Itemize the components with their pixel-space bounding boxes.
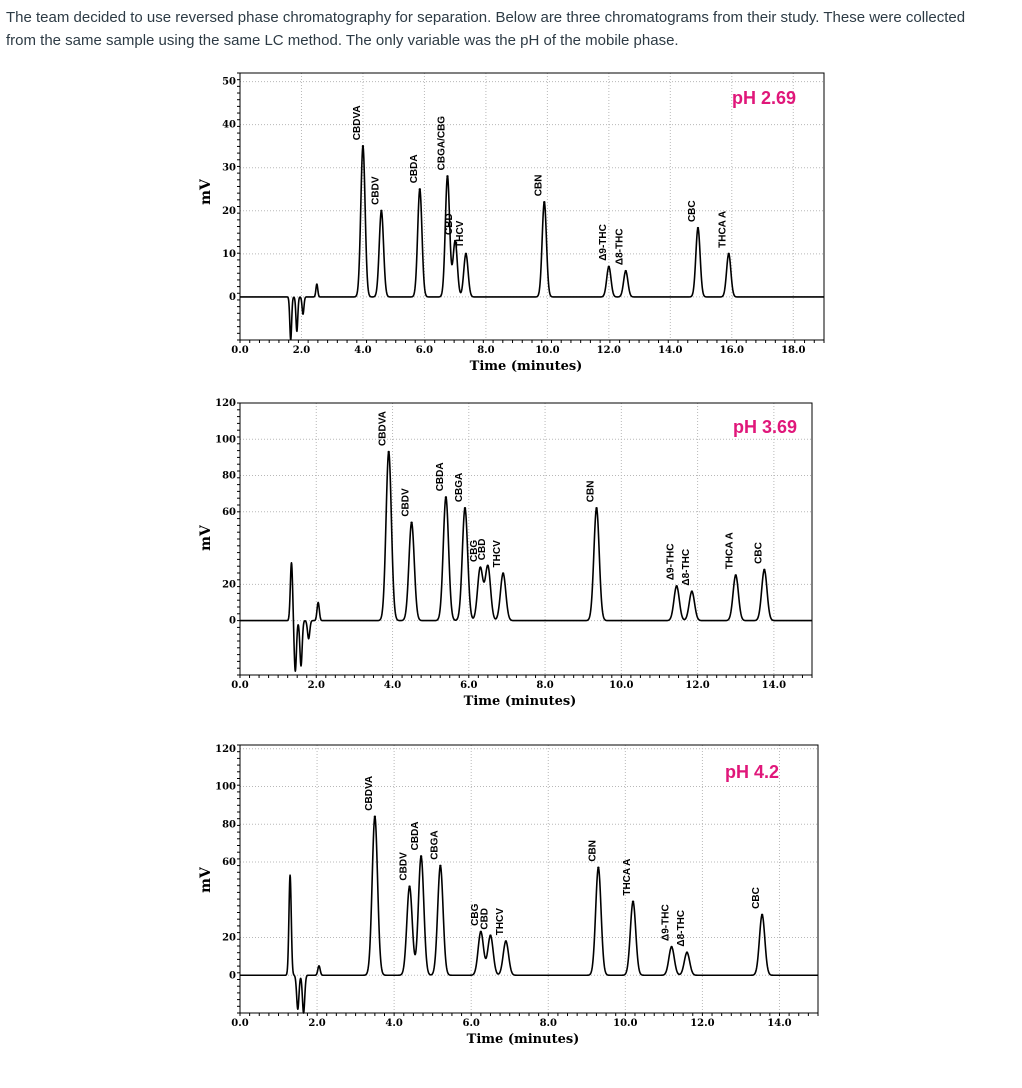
y-tick-label: 100: [215, 781, 236, 793]
peak-apex-8-thc: [691, 590, 693, 592]
peak-label-8-thc: Δ8-THC: [614, 228, 626, 266]
peak-apex-cbg: [479, 567, 481, 569]
y-tick-label: 0: [229, 615, 236, 627]
peak-label-cbdva: CBDVA: [363, 775, 375, 811]
x-tick-label: 6.0: [462, 1018, 480, 1029]
peak-apex-cbga: [464, 507, 466, 509]
x-axis-title: Time (minutes): [463, 694, 577, 709]
y-tick-label: 20: [222, 579, 236, 591]
plot-frame: [240, 745, 818, 1013]
peak-label-cbdv: CBDV: [400, 488, 412, 517]
peak-label-thca-a: THCA A: [724, 532, 736, 570]
chart-title: pH 2.69: [731, 88, 797, 108]
peak-apex-cbd: [489, 934, 491, 936]
peak-apex-cbn: [597, 866, 599, 868]
peak-label-cbg: CBG: [469, 539, 481, 563]
peak-apex-cbda: [419, 188, 421, 190]
peak-label-cbda: CBDA: [408, 154, 420, 184]
x-tick-label: 0.0: [231, 1018, 249, 1029]
y-tick-label: 0: [229, 970, 236, 982]
intro-line-1: The team decided to use reversed phase chromatography for separation. Below are three chromatograms from their study. These were collected: [6, 9, 966, 26]
x-tick-label: 2.0: [292, 345, 311, 356]
x-tick-label: 12.0: [690, 1018, 715, 1029]
x-tick-label: 10.0: [613, 1018, 638, 1029]
peak-apex-thcv: [505, 940, 507, 942]
chart-title: pH 3.69: [732, 417, 798, 437]
chromatogram-panel-2: [198, 398, 812, 709]
peak-label-cbdva: CBDVA: [351, 105, 363, 141]
peak-apex-8-thc: [686, 951, 688, 953]
x-tick-label: 0.0: [231, 680, 249, 691]
y-tick-label: 80: [222, 819, 236, 831]
peak-label-cbc: CBC: [686, 200, 698, 223]
peak-label-cbc: CBC: [753, 542, 765, 564]
peak-apex-cbn: [543, 201, 545, 203]
x-tick-label: 14.0: [767, 1018, 792, 1029]
y-axis-title: mV: [198, 525, 214, 551]
y-axis-title: mV: [198, 179, 214, 205]
x-tick-label: 12.0: [685, 680, 710, 691]
peak-label-cbn: CBN: [533, 174, 545, 197]
y-tick-label: 20: [222, 205, 236, 217]
peak-label-thcv: THCV: [492, 540, 504, 568]
peak-apex-cbga: [439, 865, 441, 867]
peak-label-cbda: CBDA: [434, 462, 446, 492]
peak-label-9-thc: Δ9-THC: [660, 904, 672, 941]
peak-apex-thca-a: [728, 253, 730, 255]
x-tick-label: 18.0: [781, 345, 806, 356]
y-tick-label: 100: [215, 434, 236, 446]
peak-label-cbd: CBD: [444, 213, 456, 235]
x-tick-label: 14.0: [658, 345, 683, 356]
peak-apex-cbdv: [410, 521, 412, 523]
chromatogram-panel-3: [198, 744, 818, 1047]
y-tick-label: 60: [222, 506, 236, 518]
peak-apex-cbc: [761, 914, 763, 916]
chromatogram-panel-1: [198, 73, 824, 374]
x-tick-label: 10.0: [535, 345, 560, 356]
peak-apex-cbdv: [408, 885, 410, 887]
peak-label-cbn: CBN: [587, 840, 599, 862]
peak-label-cbga-cbg: CBGA/CBG: [436, 115, 448, 171]
y-tick-label: 30: [222, 162, 236, 174]
peak-apex-cbdv: [380, 210, 382, 212]
peak-label-cbdv: CBDV: [370, 176, 382, 205]
x-tick-label: 14.0: [761, 680, 787, 691]
peak-label-cbg: CBG: [469, 903, 481, 926]
y-tick-label: 120: [215, 398, 236, 409]
peak-label-9-thc: Δ9-THC: [665, 543, 677, 581]
plot-frame: [240, 73, 824, 340]
x-tick-label: 0.0: [231, 345, 249, 356]
y-tick-label: 120: [215, 743, 236, 755]
x-axis-title: Time (minutes): [466, 1032, 580, 1047]
peak-apex-thcv: [465, 253, 467, 255]
peak-apex-cbn: [595, 507, 597, 509]
intro-line-2: from the same sample using the same LC method. The only variable was the pH of the mobile phase.: [6, 32, 679, 49]
peak-apex-cbc: [763, 569, 765, 571]
y-tick-label: 50: [222, 76, 236, 88]
x-tick-label: 8.0: [536, 680, 554, 691]
peak-apex-cbdva: [362, 145, 364, 147]
x-tick-label: 8.0: [477, 345, 495, 356]
peak-apex-9-thc: [670, 946, 672, 948]
chromatogram-trace: [240, 146, 824, 339]
peak-label-cbd: CBD: [476, 538, 488, 561]
y-tick-label: 10: [222, 248, 236, 260]
peak-label-thcv: THCV: [454, 220, 466, 248]
x-tick-label: 4.0: [383, 680, 402, 691]
x-tick-label: 12.0: [596, 345, 622, 356]
peak-label-thca-a: THCA A: [622, 858, 634, 896]
x-axis-title: Time (minutes): [469, 359, 583, 374]
y-tick-label: 20: [222, 932, 236, 944]
peak-apex-cbda: [445, 496, 447, 498]
y-tick-label: 40: [222, 119, 236, 131]
peak-label-cbga: CBGA: [453, 472, 465, 503]
peak-label-thca-a: THCA A: [717, 210, 729, 248]
x-tick-label: 6.0: [415, 345, 434, 356]
peak-label-cbda: CBDA: [410, 821, 422, 851]
x-tick-label: 2.0: [308, 1018, 326, 1029]
y-tick-label: 60: [222, 857, 236, 869]
peak-apex-9-thc: [608, 266, 610, 268]
peak-apex-cbga-cbg: [446, 175, 448, 177]
peak-apex-cbg: [480, 931, 482, 933]
peak-apex-thca-a: [735, 574, 737, 576]
peak-label-cbd: CBD: [479, 907, 491, 930]
peak-label-cbc: CBC: [751, 887, 763, 909]
peak-apex-cbdva: [374, 816, 376, 818]
peak-label-8-thc: Δ8-THC: [675, 909, 687, 947]
x-tick-label: 10.0: [609, 680, 634, 691]
peak-apex-cbda: [420, 855, 422, 857]
peak-apex-cbd: [487, 565, 489, 567]
y-tick-label: 0: [229, 291, 236, 303]
x-tick-label: 4.0: [354, 345, 372, 356]
peak-label-8-thc: Δ8-THC: [680, 548, 692, 586]
y-axis-title: mV: [198, 867, 214, 893]
peak-apex-cbdva: [388, 451, 390, 453]
peak-label-thcv: THCV: [494, 908, 506, 936]
x-tick-label: 4.0: [385, 1018, 403, 1029]
peak-label-cbga: CBGA: [429, 830, 441, 860]
chromatogram-trace: [240, 817, 818, 1013]
x-tick-label: 16.0: [719, 345, 744, 356]
peak-label-cbdva: CBDVA: [377, 411, 389, 446]
peak-label-9-thc: Δ9-THC: [597, 224, 609, 261]
x-tick-label: 6.0: [460, 680, 478, 691]
chart-title: pH 4.2: [724, 762, 780, 782]
x-tick-label: 8.0: [539, 1018, 557, 1029]
peak-label-cbdv: CBDV: [398, 852, 410, 881]
peak-label-cbn: CBN: [585, 480, 597, 503]
peak-apex-thcv: [502, 572, 504, 574]
x-tick-label: 2.0: [307, 680, 325, 691]
y-tick-label: 80: [222, 470, 236, 482]
peak-apex-9-thc: [675, 585, 677, 587]
peak-apex-thca-a: [632, 900, 634, 902]
peak-apex-cbc: [697, 227, 699, 229]
peak-apex-8-thc: [625, 270, 627, 272]
